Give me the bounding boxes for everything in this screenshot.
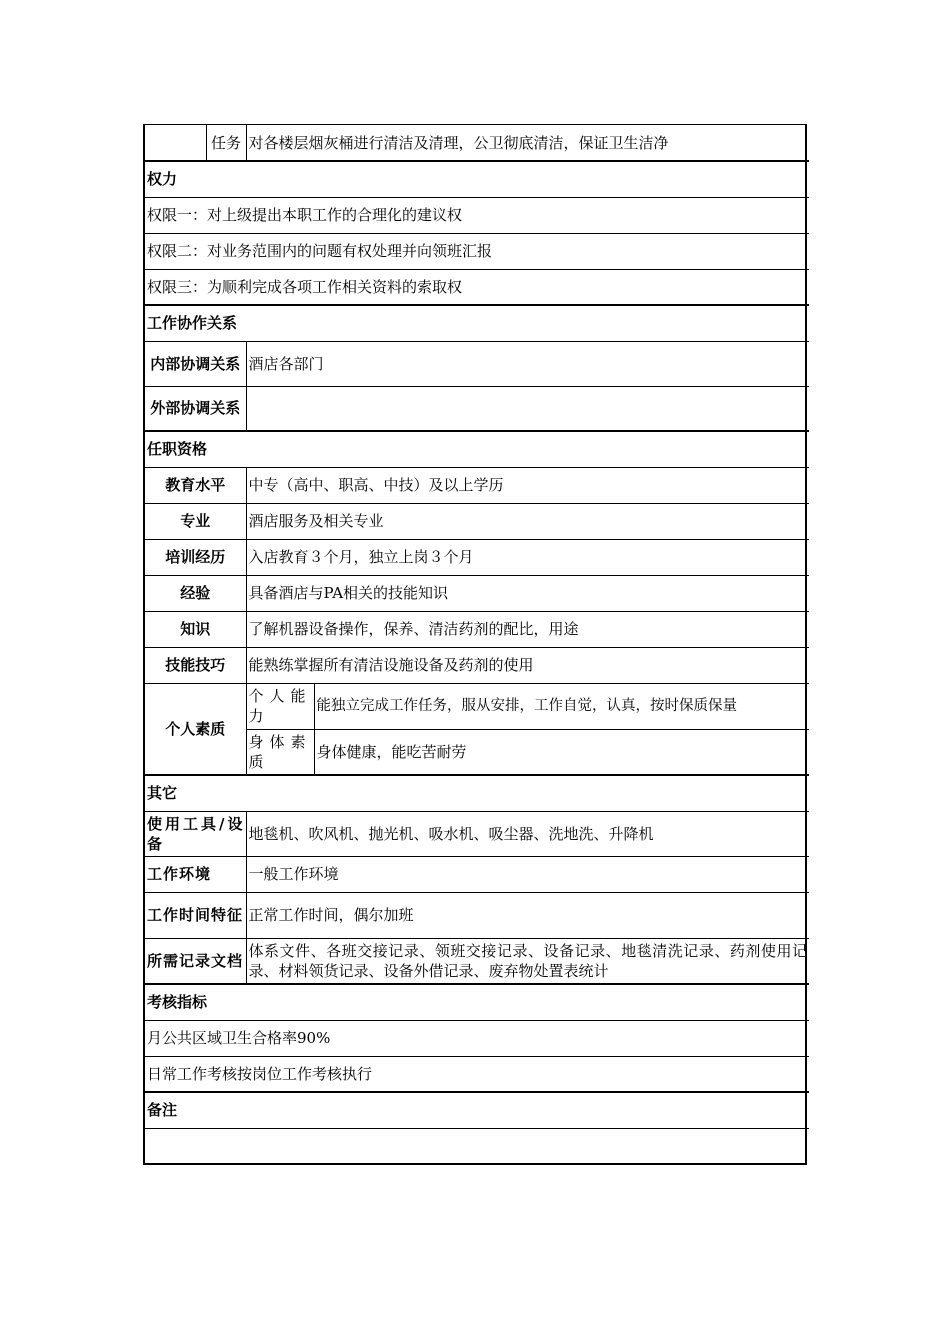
job-table — [145, 125, 809, 1163]
training-value: 入店教育３个月，独立上岗３个月 — [246, 539, 809, 575]
external-coordination-label: 外部协调关系 — [145, 386, 246, 431]
cooperation-title: 工作协作关系 — [145, 305, 809, 341]
physical-quality-label: 身体素质 — [246, 729, 314, 775]
qualifications-title: 任职资格 — [145, 431, 809, 467]
work-hours-value: 正常工作时间，偶尔加班 — [246, 892, 809, 938]
personal-quality-label: 个人素质 — [145, 683, 246, 775]
job-description-document — [143, 124, 807, 1165]
personal-ability-value: 能独立完成工作任务，服从安排，工作自觉，认真，按时保质保量 — [314, 683, 809, 729]
task-row — [145, 125, 809, 161]
experience-label: 经验 — [145, 575, 246, 611]
task-text: 对各楼层烟灰桶进行清洁及清理，公卫彻底清洁，保证卫生洁净 — [246, 125, 809, 161]
external-coordination-value — [246, 386, 809, 431]
environment-value: 一般工作环境 — [246, 856, 809, 892]
records-value: 体系文件、各班交接记录、领班交接记录、设备记录、地毯清洗记录、药剂使用记录、材料领货记录、设备外借记录、废弃物处置表统计 — [246, 938, 809, 984]
other-title: 其它 — [145, 775, 809, 811]
work-hours-label: 工作时间特征 — [145, 892, 246, 938]
skills-label: 技能技巧 — [145, 647, 246, 683]
tools-value: 地毯机、吹风机、抛光机、吸水机、吸尘器、洗地洗、升降机 — [246, 811, 809, 856]
assessment-item-2: 日常工作考核按岗位工作考核执行 — [145, 1056, 809, 1092]
physical-quality-value: 身体健康，能吃苦耐劳 — [314, 729, 809, 775]
knowledge-label: 知识 — [145, 611, 246, 647]
skills-value: 能熟练掌握所有清洁设施设备及药剂的使用 — [246, 647, 809, 683]
internal-coordination-value: 酒店各部门 — [246, 341, 809, 386]
remarks-title: 备注 — [145, 1092, 809, 1128]
authority-item-1: 权限一：对上级提出本职工作的合理化的建议权 — [145, 197, 809, 233]
environment-label: 工作环境 — [145, 856, 246, 892]
task-empty-cell — [145, 125, 206, 161]
remarks-value — [145, 1128, 809, 1163]
personal-ability-label: 个人能力 — [246, 683, 314, 729]
assessment-item-1: 月公共区域卫生合格率90% — [145, 1020, 809, 1056]
experience-value: 具备酒店与PA相关的技能知识 — [246, 575, 809, 611]
task-label: 任务 — [206, 125, 246, 161]
knowledge-value: 了解机器设备操作，保养、清洁药剂的配比，用途 — [246, 611, 809, 647]
job-table-frame — [143, 124, 807, 1165]
education-label: 教育水平 — [145, 467, 246, 503]
authority-title: 权力 — [145, 161, 809, 197]
authority-item-3: 权限三：为顺利完成各项工作相关资料的索取权 — [145, 269, 809, 305]
major-label: 专业 — [145, 503, 246, 539]
training-label: 培训经历 — [145, 539, 246, 575]
authority-item-2: 权限二：对业务范围内的问题有权处理并向领班汇报 — [145, 233, 809, 269]
major-value: 酒店服务及相关专业 — [246, 503, 809, 539]
internal-coordination-label: 内部协调关系 — [145, 341, 246, 386]
assessment-title: 考核指标 — [145, 984, 809, 1020]
records-label: 所需记录文档 — [145, 938, 246, 984]
tools-label: 使用工具/设备 — [145, 811, 246, 856]
education-value: 中专（高中、职高、中技）及以上学历 — [246, 467, 809, 503]
